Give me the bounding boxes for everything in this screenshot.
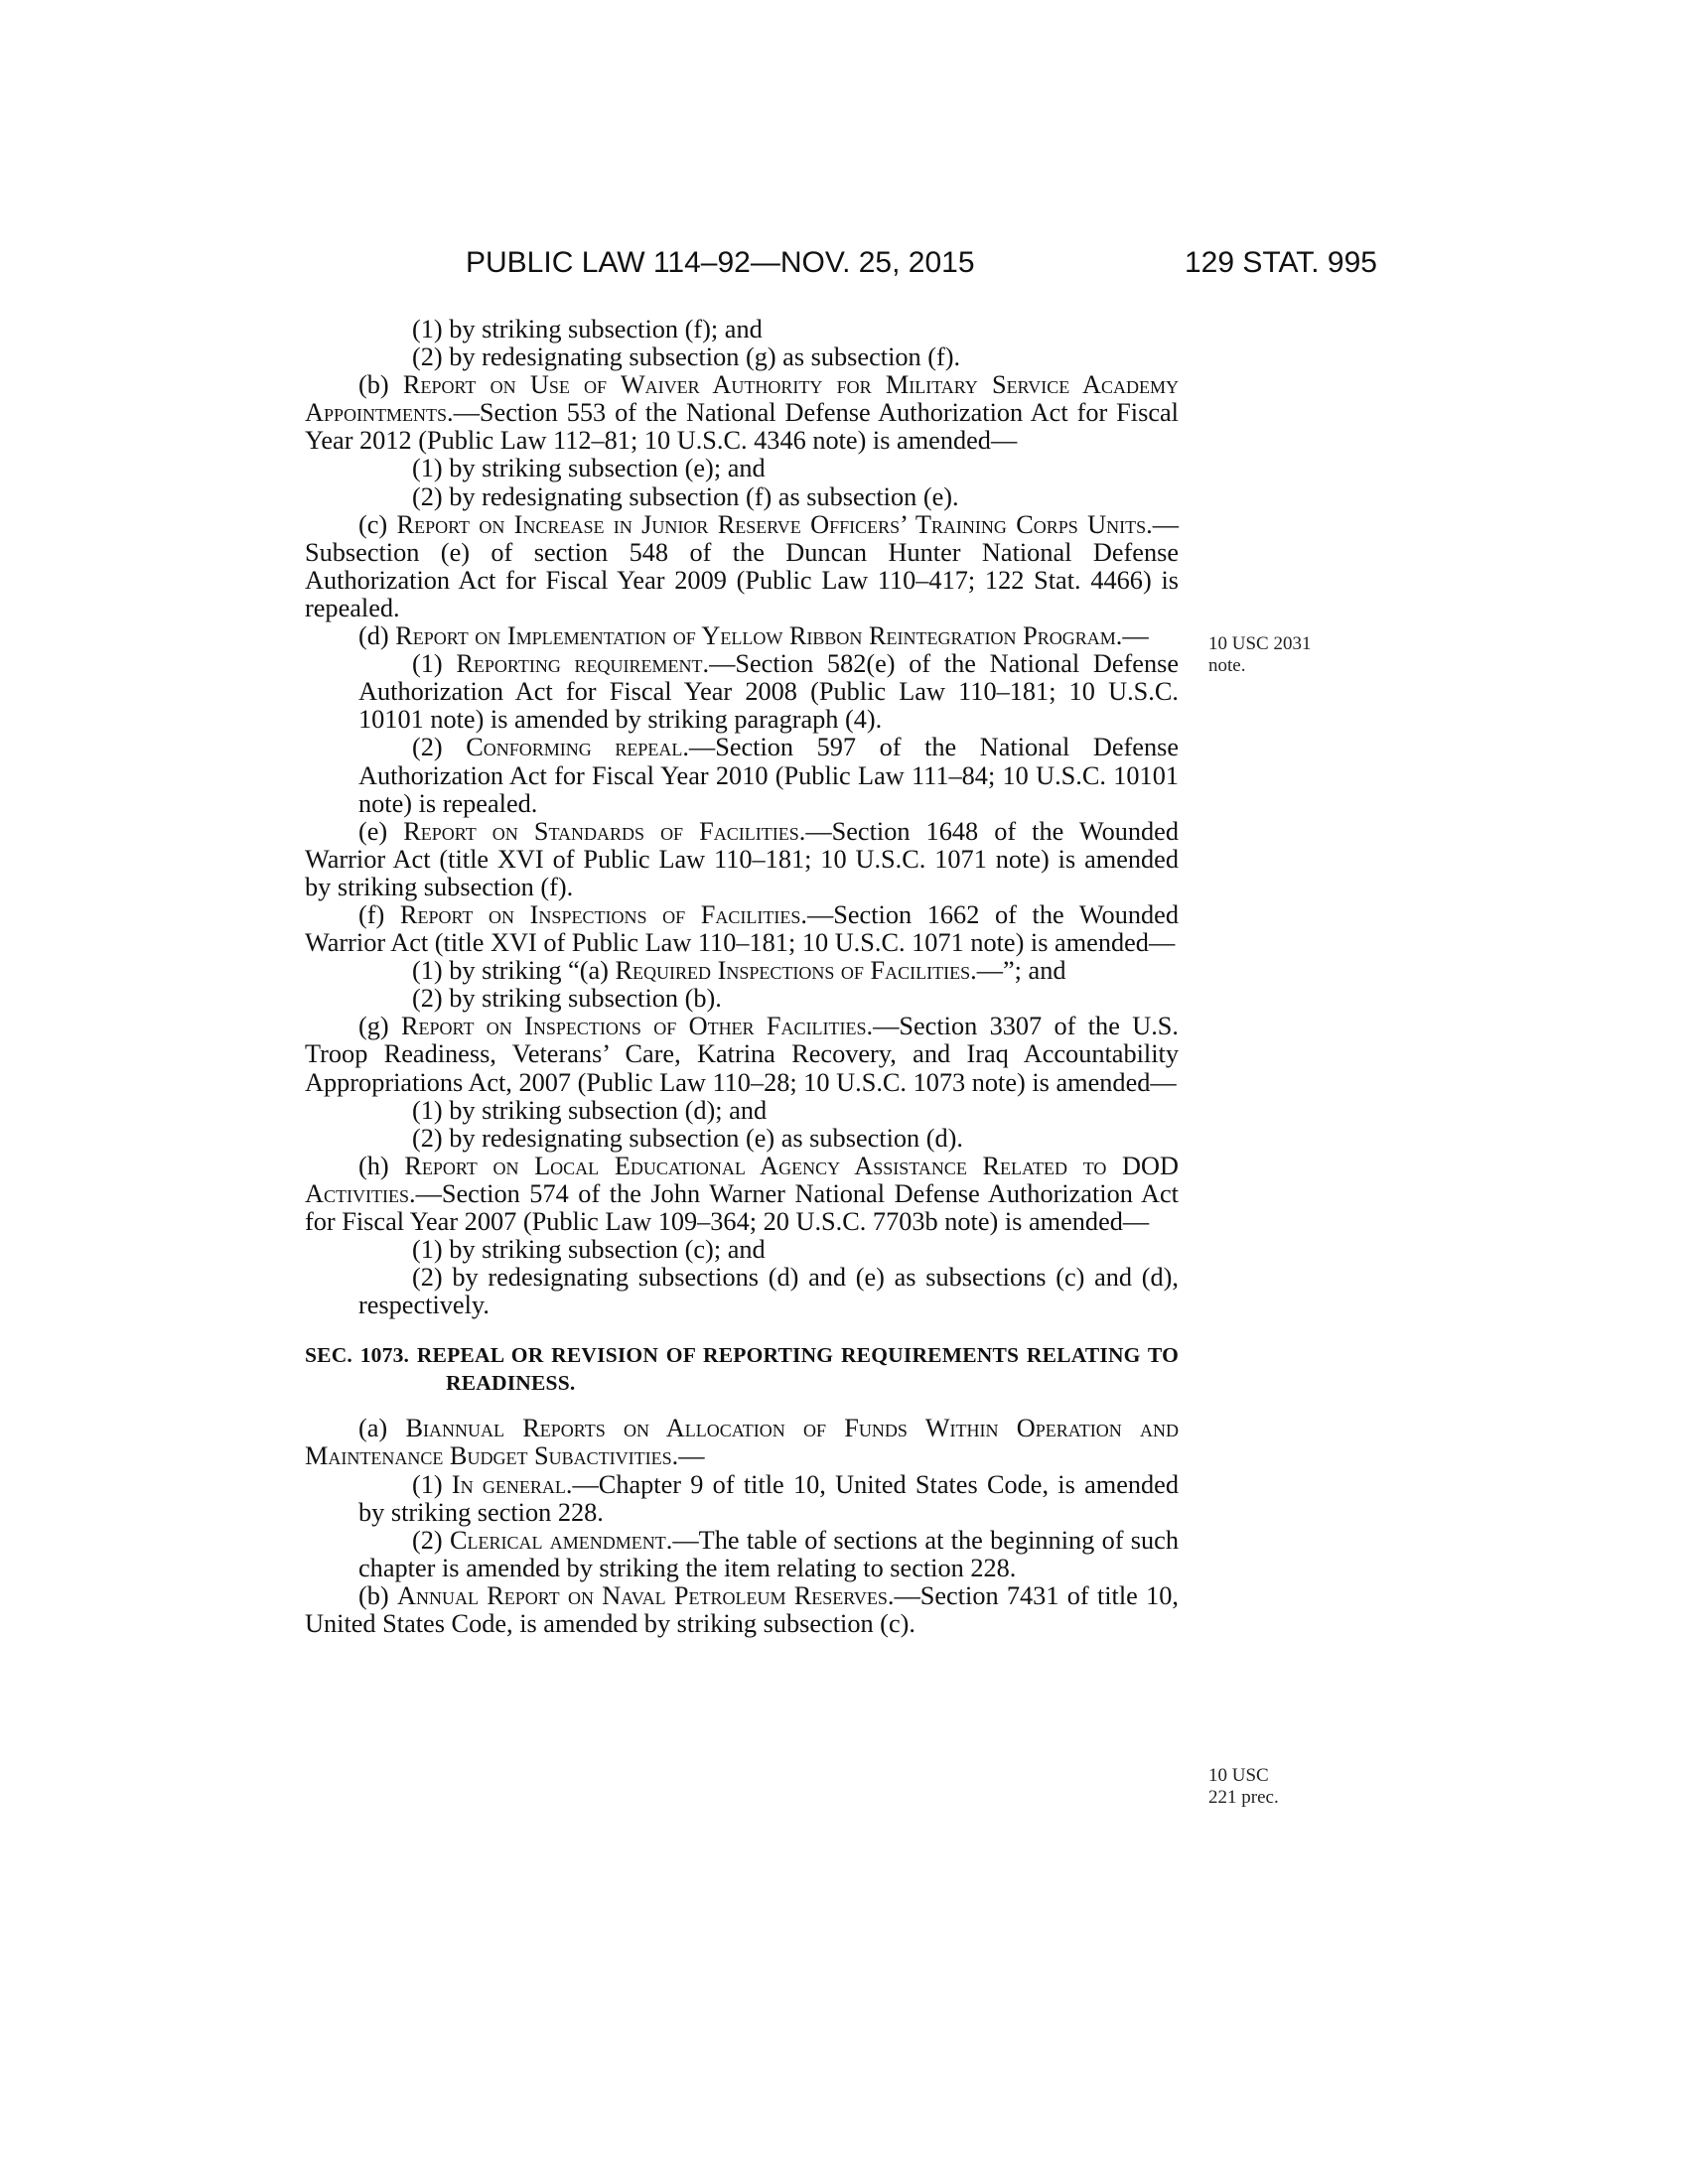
- paragraph-f1: [305, 957, 1179, 985]
- paragraph-c-text: —Subsection (e) of section 548 of the Duncan Hunter National Defense Authorization Act for Fiscal Year 2009 (Public Law 110–417; 122 Stat. 4466) is repealed.: [305, 509, 1179, 622]
- paragraph-a2: (2) by redesignating subsection (g) as subsection (f).: [412, 342, 961, 372]
- paragraph-f-prefix: (f): [358, 899, 400, 929]
- document-body: [305, 316, 1179, 1638]
- paragraph-d-text: —: [1122, 621, 1149, 651]
- section-paragraph-b-text: —Section 7431 of title 10, United States Code, is amended by striking subsection (c).: [305, 1580, 1179, 1639]
- paragraph-d2-heading: Conforming repeal.: [466, 733, 689, 762]
- section-paragraph-a2-prefix: (2): [412, 1525, 450, 1555]
- page-number: 129 STAT. 995: [1184, 246, 1377, 279]
- paragraph-d1-prefix: (1): [412, 649, 457, 679]
- section-paragraph-b-prefix: (b): [358, 1580, 397, 1610]
- paragraph-h: [305, 1153, 1179, 1236]
- section-paragraph-a: [305, 1415, 1179, 1470]
- paragraph-b: [305, 371, 1179, 455]
- paragraph-e: [305, 818, 1179, 901]
- paragraph-d2: [305, 734, 1179, 817]
- section-paragraph-a-prefix: (a): [358, 1414, 406, 1443]
- section-paragraph-a1-heading: In general.: [451, 1469, 573, 1499]
- margin-note-1-line2: note.: [1208, 655, 1246, 676]
- paragraph-h2: (2) by redesignating subsections (d) and (e) as subsections (c) and (d), respectively.: [358, 1263, 1179, 1320]
- margin-note-2-line2: 221 prec.: [1208, 1787, 1279, 1808]
- paragraph-c-prefix: (c): [358, 509, 397, 539]
- section-paragraph-a2-heading: Clerical amendment.: [449, 1525, 673, 1555]
- section-paragraph-a1-prefix: (1): [412, 1469, 452, 1499]
- paragraph-b1: (1) by striking subsection (e); and: [412, 454, 766, 483]
- paragraph-c-heading: Report on Increase in Junior Reserve Officers’ Training Corps Units.: [396, 509, 1153, 539]
- section-paragraph-a2: [305, 1527, 1179, 1582]
- margin-note-1: [1208, 633, 1311, 677]
- section-heading: SEC. 1073. REPEAL OR REVISION OF REPORTING REQUIREMENTS RELATING TO READINESS.: [305, 1343, 1179, 1396]
- paragraph-b2: (2) by redesignating subsection (f) as subsection (e).: [412, 481, 959, 511]
- paragraph-h-prefix: (h): [358, 1151, 405, 1180]
- paragraph-g1: (1) by striking subsection (d); and: [412, 1095, 768, 1125]
- paragraph-g-heading: Report on Inspections of Other Facilities.: [401, 1012, 874, 1041]
- page-header: [305, 246, 1377, 286]
- section-paragraph-b: [305, 1582, 1179, 1638]
- paragraph-b-heading: Report on Use of Waiver Authority for Military Service Academy Appointments.: [305, 370, 1179, 428]
- paragraph-e-heading: Report on Standards of Facilities.: [403, 816, 806, 846]
- paragraph-b-prefix: (b): [358, 370, 403, 400]
- paragraph-g2: (2) by redesignating subsection (e) as subsection (d).: [412, 1123, 964, 1153]
- paragraph-d-prefix: (d): [358, 621, 396, 651]
- paragraph-f1-prefix: (1) by striking “(a): [412, 956, 616, 986]
- paragraph-f1-heading: Required Inspections of Facilities.: [615, 956, 977, 986]
- margin-note-1-line1: 10 USC 2031: [1208, 633, 1312, 654]
- margin-note-2: [1208, 1765, 1279, 1809]
- paragraph-f-text: —Section 1662 of the Wounded Warrior Act (title XVI of Public Law 110–181; 10 U.S.C. 1071 note) is amended—: [305, 899, 1179, 958]
- paragraph-d2-text: —Section 597 of the National Defense Authorization Act for Fiscal Year 2010 (Public Law 111–84; 10 U.S.C. 10101 note) is repealed.: [358, 733, 1180, 818]
- paragraph-h-text: —Section 574 of the John Warner National Defense Authorization Act for Fiscal Year 2007 (Public Law 109–364; 20 U.S.C. 7703b note) is amended—: [305, 1178, 1179, 1236]
- paragraph-h1: (1) by striking subsection (c); and: [412, 1235, 766, 1265]
- paragraph-g-prefix: (g): [358, 1012, 401, 1041]
- running-title: PUBLIC LAW 114–92—NOV. 25, 2015: [466, 246, 975, 279]
- paragraph-e-text: —Section 1648 of the Wounded Warrior Act (title XVI of Public Law 110–181; 10 U.S.C. 1071 note) is amended by striking subsection (f).: [305, 816, 1179, 901]
- section-paragraph-a1: [305, 1471, 1179, 1527]
- paragraph-a1: (1) by striking subsection (f); and: [412, 315, 763, 343]
- paragraph-f2: (2) by striking subsection (b).: [412, 984, 722, 1014]
- section-paragraph-a1-text: —Chapter 9 of title 10, United States Code, is amended by striking section 228.: [358, 1469, 1179, 1527]
- paragraph-d1-heading: Reporting requirement.: [456, 649, 710, 679]
- paragraph-g: [305, 1013, 1179, 1096]
- margin-note-2-line1: 10 USC: [1208, 1765, 1269, 1786]
- paragraph-d: [305, 622, 1179, 650]
- section-paragraph-a-heading: Biannual Reports on Allocation of Funds Within Operation and Maintenance Budget Subactivities.: [305, 1414, 1180, 1471]
- paragraph-c: [305, 511, 1179, 622]
- paragraph-f1-text: —”; and: [976, 956, 1066, 986]
- paragraph-h-heading: Report on Local Educational Agency Assistance Related to DOD Activities.: [305, 1151, 1179, 1208]
- paragraph-d1-text: —Section 582(e) of the National Defense Authorization Act for Fiscal Year 2008 (Public Law 110–181; 10 U.S.C. 10101 note) is amended by striking paragraph (4).: [358, 649, 1180, 735]
- paragraph-d2-prefix: (2): [412, 733, 467, 762]
- paragraph-g-text: —Section 3307 of the U.S. Troop Readiness, Veterans’ Care, Katrina Recovery, and Iraq Accountability Appropriations Act, 2007 (Public Law 110–28; 10 U.S.C. 1073 note) is amended—: [305, 1012, 1179, 1097]
- paragraph-f: [305, 901, 1179, 957]
- paragraph-b-text: —Section 553 of the National Defense Authorization Act for Fiscal Year 2012 (Public Law 112–81; 10 U.S.C. 4346 note) is amended—: [305, 398, 1179, 456]
- section-paragraph-a-text: —: [678, 1441, 705, 1471]
- paragraph-d-heading: Report on Implementation of Yellow Ribbon Reintegration Program.: [395, 621, 1123, 651]
- paragraph-d1: [305, 650, 1179, 734]
- paragraph-e-prefix: (e): [358, 816, 404, 846]
- paragraph-f-heading: Report on Inspections of Facilities.: [399, 899, 807, 929]
- section-paragraph-b-heading: Annual Report on Naval Petroleum Reserves.: [396, 1580, 895, 1610]
- section-paragraph-a2-text: —The table of sections at the beginning of such chapter is amended by striking the item relating to section 228.: [358, 1525, 1179, 1582]
